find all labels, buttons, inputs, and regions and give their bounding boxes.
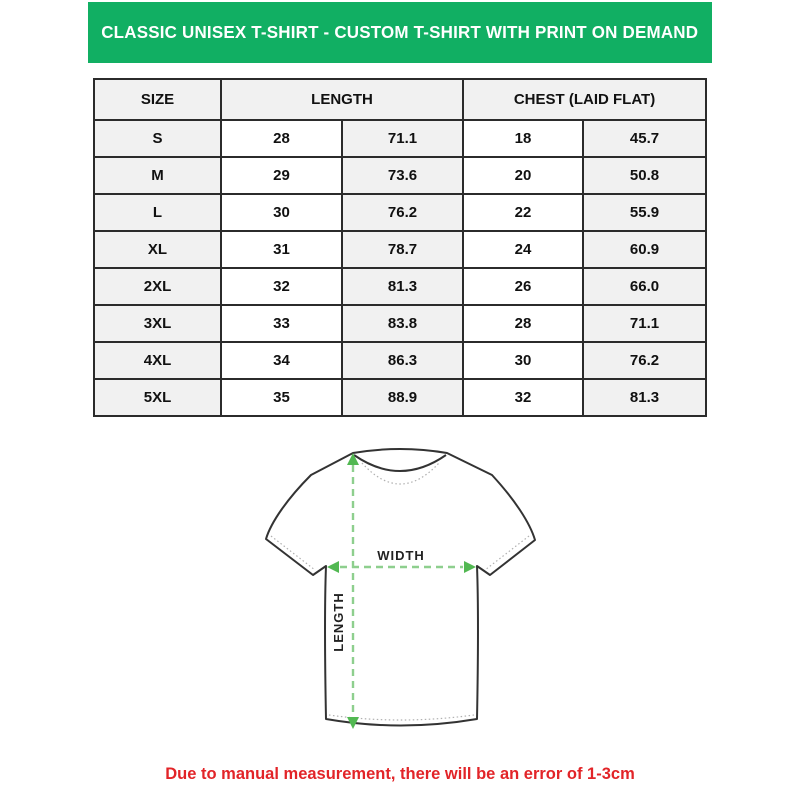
chest-cm-cell: 81.3: [583, 379, 706, 416]
chest-cm-cell: 55.9: [583, 194, 706, 231]
header-size: SIZE: [94, 79, 221, 120]
size-cell: L: [94, 194, 221, 231]
table-row: [94, 342, 706, 379]
table-row: [94, 379, 706, 416]
size-cell: XL: [94, 231, 221, 268]
length-in-cell: 28: [221, 120, 342, 157]
table-row: [94, 305, 706, 342]
tshirt-outline: [266, 449, 535, 726]
length-cm-cell: 83.8: [342, 305, 463, 342]
length-in-cell: 32: [221, 268, 342, 305]
chest-cm-cell: 45.7: [583, 120, 706, 157]
size-cell: S: [94, 120, 221, 157]
length-in-cell: 33: [221, 305, 342, 342]
size-chart-table: [93, 78, 707, 417]
chest-in-cell: 26: [463, 268, 583, 305]
size-cell: 4XL: [94, 342, 221, 379]
length-cm-cell: 86.3: [342, 342, 463, 379]
length-cm-cell: 78.7: [342, 231, 463, 268]
size-cell: 5XL: [94, 379, 221, 416]
size-cell: 3XL: [94, 305, 221, 342]
table-row: [94, 231, 706, 268]
chest-cm-cell: 66.0: [583, 268, 706, 305]
chest-in-cell: 20: [463, 157, 583, 194]
chest-in-cell: 18: [463, 120, 583, 157]
length-in-cell: 30: [221, 194, 342, 231]
length-in-cell: 35: [221, 379, 342, 416]
length-cm-cell: 73.6: [342, 157, 463, 194]
table-header-row: [94, 79, 706, 120]
chest-in-cell: 22: [463, 194, 583, 231]
chest-cm-cell: 50.8: [583, 157, 706, 194]
header-chest: CHEST (LAID FLAT): [463, 79, 706, 120]
chest-in-cell: 32: [463, 379, 583, 416]
chest-in-cell: 24: [463, 231, 583, 268]
chest-cm-cell: 71.1: [583, 305, 706, 342]
measurement-disclaimer: Due to manual measurement, there will be an error of 1-3cm: [165, 765, 635, 783]
table-row: [94, 157, 706, 194]
chest-cm-cell: 60.9: [583, 231, 706, 268]
length-in-cell: 31: [221, 231, 342, 268]
page-title: CLASSIC UNISEX T-SHIRT - CUSTOM T-SHIRT WITH PRINT ON DEMAND: [101, 22, 699, 42]
width-label: WIDTH: [377, 548, 425, 563]
length-in-cell: 34: [221, 342, 342, 379]
title-banner: [88, 2, 712, 63]
size-cell: 2XL: [94, 268, 221, 305]
tshirt-diagram: [240, 435, 560, 755]
chest-in-cell: 28: [463, 305, 583, 342]
header-length: LENGTH: [221, 79, 463, 120]
length-cm-cell: 71.1: [342, 120, 463, 157]
tshirt-svg: [240, 435, 560, 755]
chest-cm-cell: 76.2: [583, 342, 706, 379]
size-cell: M: [94, 157, 221, 194]
length-in-cell: 29: [221, 157, 342, 194]
length-cm-cell: 76.2: [342, 194, 463, 231]
table-row: [94, 194, 706, 231]
table-row: [94, 120, 706, 157]
length-cm-cell: 81.3: [342, 268, 463, 305]
length-cm-cell: 88.9: [342, 379, 463, 416]
length-label: LENGTH: [331, 592, 346, 652]
table-row: [94, 268, 706, 305]
chest-in-cell: 30: [463, 342, 583, 379]
